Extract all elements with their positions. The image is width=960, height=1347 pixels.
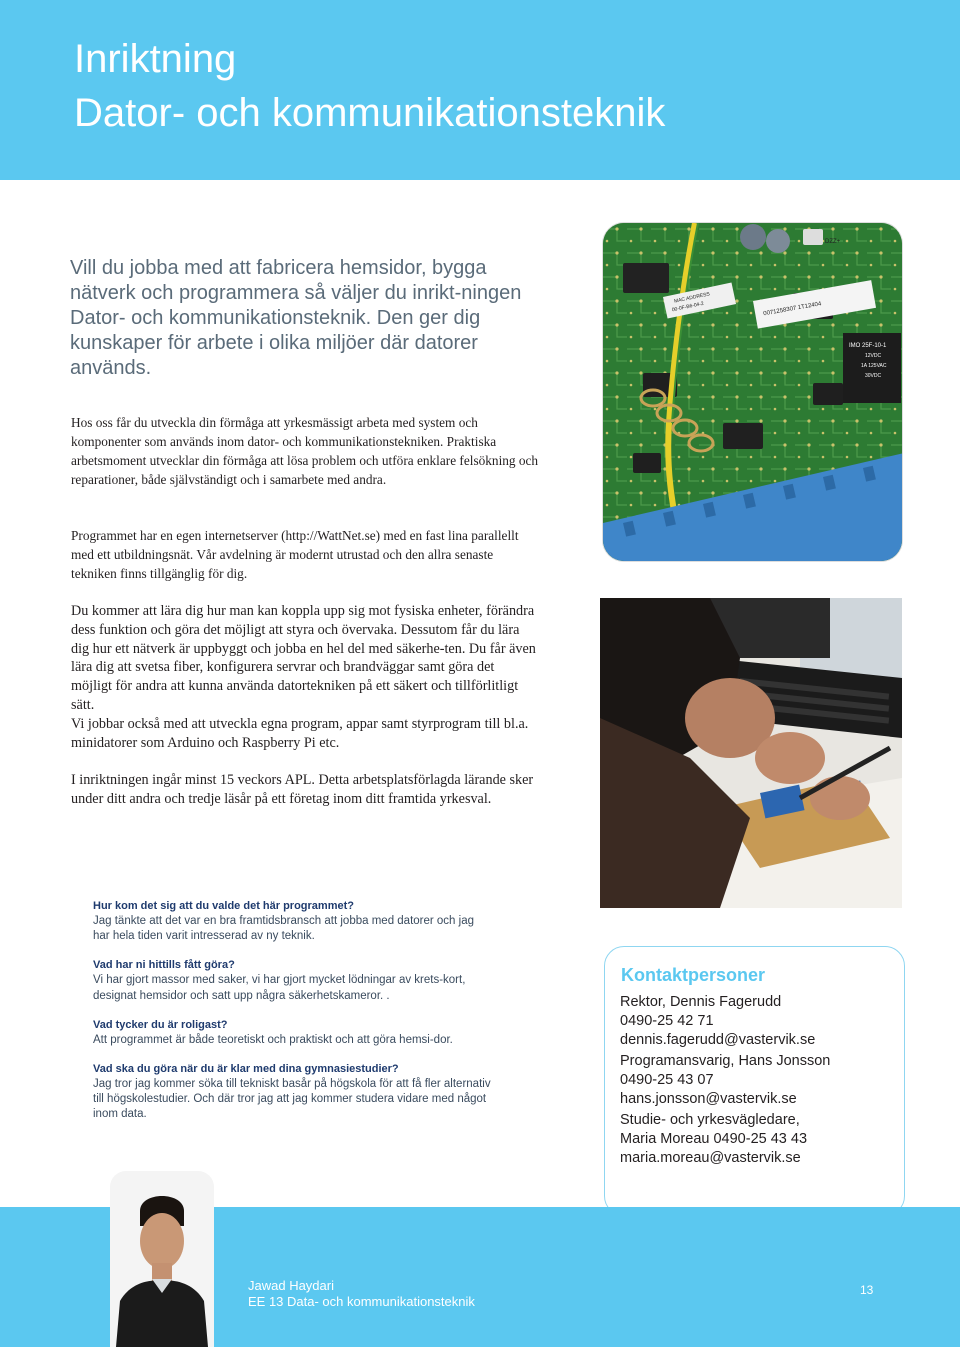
relay-ac: 1A 125VAC (861, 363, 887, 369)
page-header (0, 0, 960, 180)
contact-phone: 0490-25 42 71 (620, 1013, 714, 1029)
relay-dc: 30VDC (865, 373, 882, 379)
footer-student-name: Jawad Haydari (248, 1278, 334, 1293)
part-label: DZZ+ (825, 239, 841, 245)
paragraph-server: Programmet har en egen internetserver (http://WattNet.se) med en fast lina parallellt med ett utbildningsnät. Vår avdelning är modernt utrustad och den allra senaste tekniken finns tillgänglig för dig. (71, 528, 519, 581)
interview-answer: Jag tänkte att det var en bra framtidsbransch att jobba med datorer och jag har hela tiden varit intresserad av ny teknik. (93, 915, 474, 943)
relay-label: IMO 25F-10-1 (849, 343, 887, 349)
relay-voltage: 12VDC (865, 353, 882, 359)
contact-role: Programansvarig, Hans Jonsson (620, 1053, 831, 1069)
contact-group (620, 1052, 900, 1109)
paragraph-apl: I inriktningen ingår minst 15 veckors APL. Detta arbetsplatsförlagda lärande sker under ditt andra och tredje läsår på ett företag inom ditt framtida yrkesval. (71, 772, 534, 807)
mac-label: MAC ADDRESS (673, 291, 711, 305)
contact-email[interactable]: dennis.fagerudd@vastervik.se (620, 1032, 816, 1048)
header-subtitle: Dator- och kommunikationsteknik (74, 91, 666, 135)
interview-item (93, 1062, 493, 1123)
contact-title: Kontaktpersoner (621, 965, 766, 985)
contact-group (620, 993, 900, 1050)
barcode-number: 0071258307 1T12404 (762, 301, 822, 318)
contact-role: Studie- och yrkesvägledare, (620, 1112, 800, 1128)
page-number: 13 (860, 1283, 874, 1297)
contact-group (620, 1111, 900, 1168)
student-interview (93, 899, 493, 1137)
interview-question: Hur kom det sig att du valde det här programmet? (93, 900, 354, 912)
interview-question: Vad tycker du är roligast? (93, 1018, 228, 1031)
contact-role: Rektor, Dennis Fagerudd (620, 994, 782, 1010)
circuit-board-photo (602, 222, 903, 562)
student-soldering-photo (600, 598, 902, 908)
paragraph-learning-programs: Vi jobbar också med att utveckla egna program, appar samt styrprogram till bl.a. minidatorer som Arduino och Raspberry Pi etc. (71, 715, 529, 751)
paragraph-skills: Hos oss får du utveckla din förmåga att yrkesmässigt arbeta med system och komponenter som används inom dator- och kommunikationstekniken. Praktiska arbetsmoment utvecklar din förmåga att lösa problem och utföra enklare felsökning och reparationer, både självständigt och i samarbete med andra. (71, 415, 539, 487)
contact-phone: Maria Moreau 0490-25 43 43 (620, 1131, 808, 1147)
contact-email[interactable]: hans.jonsson@vastervik.se (620, 1091, 797, 1107)
student-portrait (110, 1171, 214, 1347)
header-title: Inriktning (74, 37, 237, 81)
interview-item (93, 958, 493, 1003)
contact-box (604, 946, 905, 1216)
footer-program: EE 13 Data- och kommunikationsteknik (248, 1294, 475, 1309)
intro-text: Vill du jobba med att fabricera hemsidor, bygga nätverk och programmera så väljer du inrikt-ningen Dator- och kommunikationsteknik. Den ger dig kunskaper för arbete i olika miljöer där datorer används. (70, 257, 522, 379)
paragraph-learning-main: Du kommer att lära dig hur man kan koppla upp sig mot fysiska enheter, förändra dess funktion och göra det möjligt att styra och övervaka. Dessutom får du lära dig hur ett nätverk är uppbyggt och jobba en hel del med säkerhe-ten. Du får även lära dig att svetsa fiber, konfigurera servrar och brandväggar samt göra det möjligt för andra att kunna använda datortekniken på ett säkert och tillförlitligt sätt. (71, 603, 536, 713)
interview-question: Vad har ni hittills fått göra? (93, 959, 235, 972)
interview-answer: Jag tror jag kommer söka till tekniskt basår på högskola för att få fler alternativ till högskolestudier. Och där tror jag att jag kommer studera vidare med något inom data. (93, 1078, 491, 1121)
contact-email[interactable]: maria.moreau@vastervik.se (620, 1150, 801, 1166)
mac-value: 00-0F-B6-04-2 (671, 300, 705, 314)
interview-item (93, 899, 493, 944)
interview-item (93, 1018, 493, 1048)
interview-question: Vad ska du göra när du är klar med dina gymnasiestudier? (93, 1063, 399, 1076)
contact-list (620, 993, 900, 1170)
interview-answer: Vi har gjort massor med saker, vi har gjort mycket lödningar av krets-kort, designat hemsidor och satt upp några säkerhetskameror. . (93, 974, 466, 1002)
footer-student-info (248, 1278, 475, 1310)
interview-answer: Att programmet är både teoretiskt och praktiskt och att göra hemsi-dor. (93, 1033, 453, 1046)
paragraph-learning (71, 602, 536, 752)
contact-phone: 0490-25 43 07 (620, 1072, 714, 1088)
